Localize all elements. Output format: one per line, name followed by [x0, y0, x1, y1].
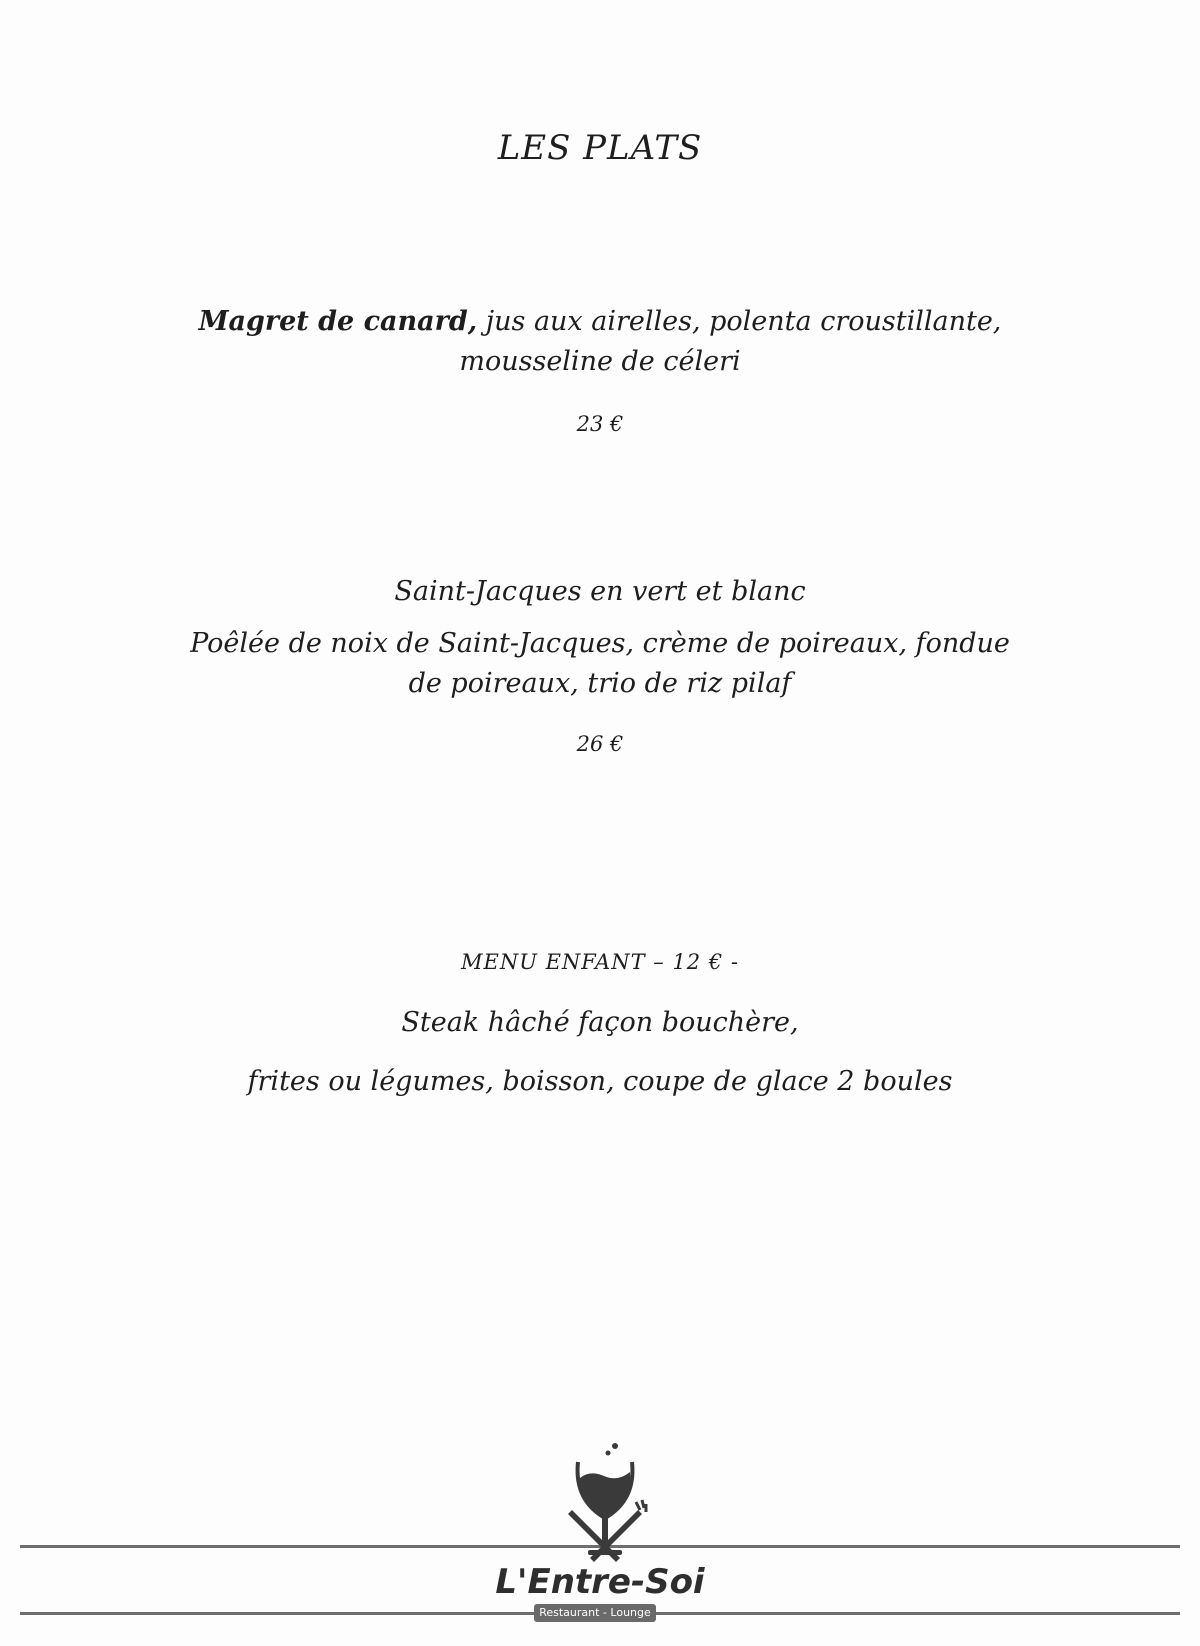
- kids-menu-title: MENU ENFANT – 12 € -: [461, 950, 739, 974]
- dish-1-price: 23 €: [576, 412, 624, 436]
- wine-glass-cutlery-icon: [560, 1440, 650, 1570]
- dish-2-price-row: [0, 732, 1200, 756]
- kids-menu-line-1-row: [0, 1003, 1200, 1043]
- brand-name-row: [0, 1562, 1200, 1602]
- kids-menu-title-row: [0, 950, 1200, 974]
- dish-2-name: Saint-Jacques en vert et blanc: [394, 576, 806, 607]
- dish-1-price-row: [0, 412, 1200, 436]
- dish-1: [0, 302, 1200, 382]
- dish-2-desc-line-1: Poêlée de noix de Saint-Jacques, crème de poireaux, fondue: [190, 628, 1010, 659]
- brand-name: L'Entre-Soi: [489, 1562, 710, 1602]
- brand-tagline: Restaurant - Lounge: [534, 1604, 656, 1622]
- dish-1-name: Magret de canard,: [198, 306, 478, 337]
- dish-2-price: 26 €: [576, 732, 624, 756]
- dish-2-description: [0, 624, 1200, 704]
- dish-2-title-row: [0, 572, 1200, 612]
- dish-2-desc-line-2: de poireaux, trio de riz pilaf: [408, 668, 792, 699]
- kids-menu-line-2: frites ou légumes, boisson, coupe de glace 2 boules: [247, 1066, 953, 1097]
- dish-1-desc-line-2: mousseline de céleri: [459, 346, 741, 377]
- kids-menu-line-2-row: [0, 1062, 1200, 1102]
- dish-1-line-1: [0, 302, 1200, 342]
- kids-menu-line-1: Steak hâché façon bouchère,: [401, 1007, 799, 1038]
- page-title-text: LES PLATS: [497, 128, 703, 168]
- dish-1-desc-line-1: jus aux airelles, polenta croustillante,: [477, 306, 1002, 337]
- page-title: [0, 128, 1200, 168]
